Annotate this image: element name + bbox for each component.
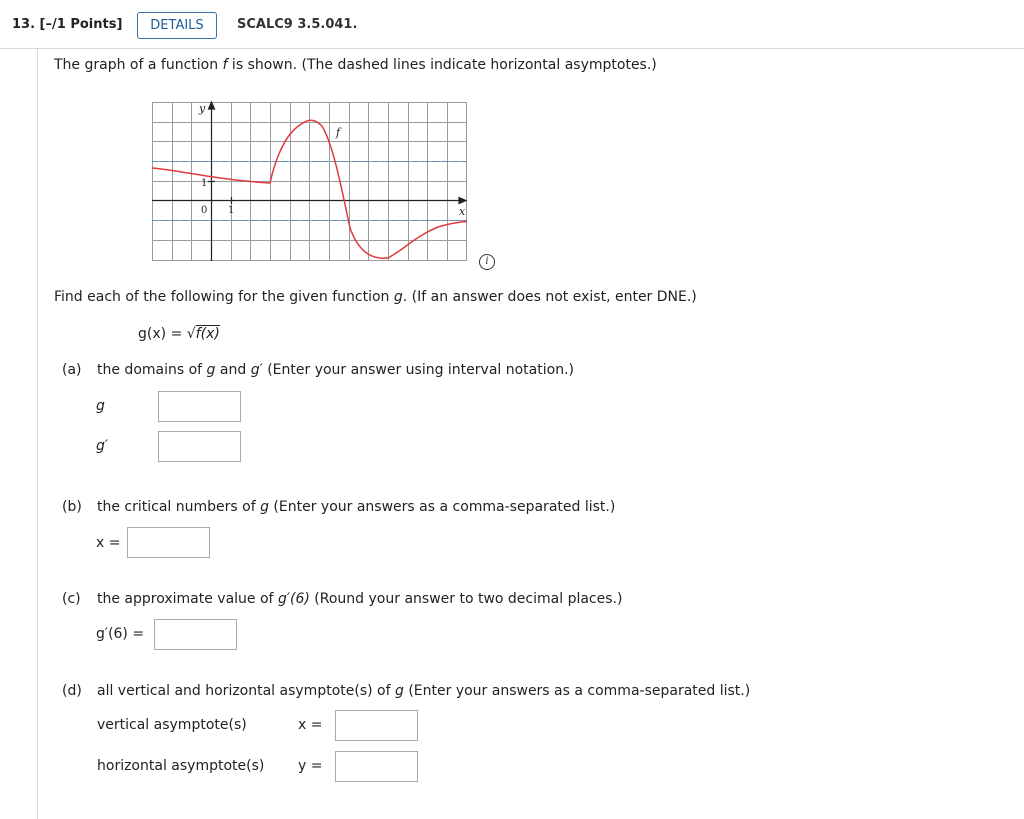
horizontal-asymptote-var: y = <box>298 758 323 774</box>
y-tick-one: 1 <box>201 178 208 189</box>
question-header <box>0 0 1024 49</box>
domain-g-label: g <box>96 398 105 414</box>
domain-gprime-label: g′ <box>96 438 109 454</box>
gprime-6-label: g′(6) = <box>96 626 145 642</box>
problem-source: SCALC9 3.5.041. <box>237 17 358 32</box>
part-b-letter: (b) <box>62 499 82 515</box>
part-d-letter: (d) <box>62 683 82 699</box>
critical-numbers-label: x = <box>96 535 121 551</box>
critical-numbers-input[interactable] <box>127 527 210 558</box>
origin-label: 0 <box>201 205 208 216</box>
gprime-6-input[interactable] <box>154 619 237 650</box>
function-graph <box>148 100 470 265</box>
intro-text: The graph of a function f is shown. (The dashed lines indicate horizontal asymptotes.) <box>54 57 657 73</box>
x-axis-label: x <box>459 205 466 218</box>
x-tick-one: 1 <box>228 205 235 216</box>
left-divider <box>37 49 38 819</box>
domain-g-input[interactable] <box>158 391 241 422</box>
f-label: f <box>336 126 341 139</box>
part-d-prompt: all vertical and horizontal asymptote(s) of g (Enter your answers as a comma-separated list.) <box>97 683 751 699</box>
horizontal-asymptote-label: horizontal asymptote(s) <box>97 758 265 774</box>
y-axis-label: y <box>199 102 206 115</box>
horizontal-asymptote-input[interactable] <box>335 751 418 782</box>
formula: g(x) = √f(x) <box>138 326 220 342</box>
vertical-asymptote-label: vertical asymptote(s) <box>97 717 247 733</box>
part-c-prompt: the approximate value of g′(6) (Round your answer to two decimal places.) <box>97 591 623 607</box>
part-a-letter: (a) <box>62 362 82 378</box>
part-c-letter: (c) <box>62 591 81 607</box>
vertical-asymptote-var: x = <box>298 717 323 733</box>
instructions-text: Find each of the following for the given function g. (If an answer does not exist, enter DNE.) <box>54 289 697 305</box>
part-a-prompt: the domains of g and g′ (Enter your answer using interval notation.) <box>97 362 574 378</box>
question-number: 13. [–/1 Points] <box>12 17 123 32</box>
vertical-asymptote-input[interactable] <box>335 710 418 741</box>
info-icon[interactable]: i <box>479 254 495 270</box>
details-button[interactable]: DETAILS <box>137 12 217 39</box>
domain-gprime-input[interactable] <box>158 431 241 462</box>
part-b-prompt: the critical numbers of g (Enter your answers as a comma-separated list.) <box>97 499 616 515</box>
